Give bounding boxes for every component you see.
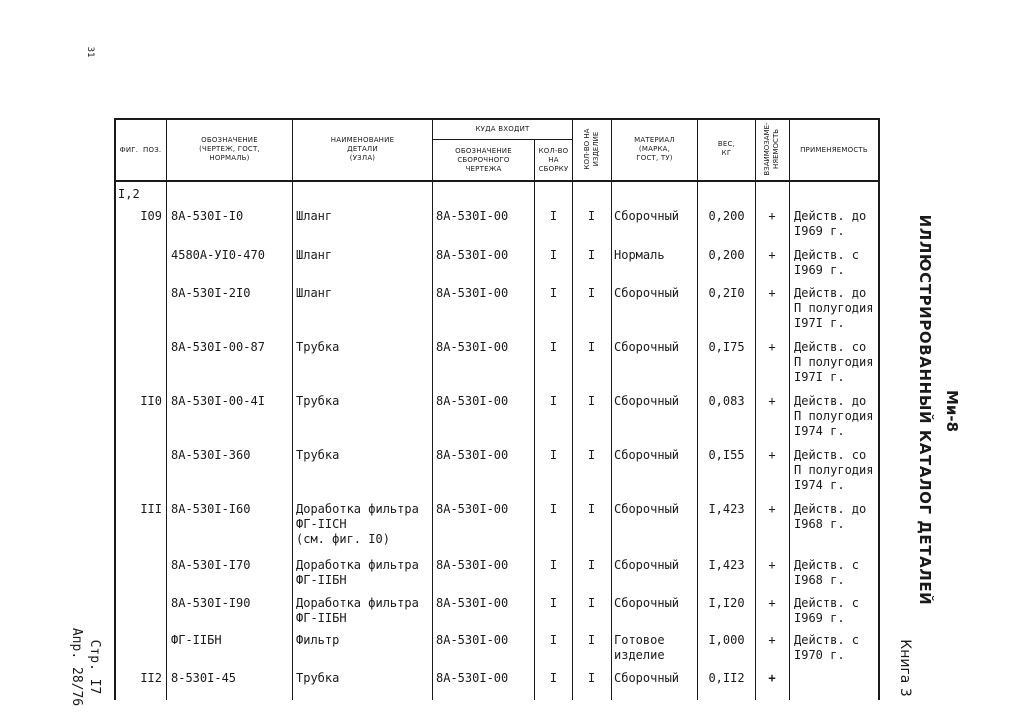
header-fig-pos: ФИГ. ПОЗ. [119, 146, 162, 154]
cell-interchange: + [768, 394, 776, 408]
cell-qty-assembly: I [549, 209, 558, 223]
cell-designation: 8А-530I-I70 [171, 558, 251, 572]
col-divider [789, 118, 790, 700]
cell-qty-assembly: I [549, 596, 558, 610]
cell-interchange: + [768, 448, 776, 462]
col-divider [611, 118, 612, 700]
cell-qty-assembly: I [549, 448, 558, 462]
cell-qty-product: I [587, 633, 596, 647]
cell-name: Трубка [296, 340, 340, 354]
cell-weight: 0,083 [708, 394, 745, 408]
cell-name: Доработка фильтра ФГ-IIСН (см. фиг. I0) [296, 502, 419, 546]
cell-designation: 8А-530I-I60 [171, 502, 251, 516]
cell-material: Сборочный [614, 286, 680, 300]
cell-assembly: 8А-530I-00 [436, 558, 509, 572]
cell-assembly: 8А-530I-00 [436, 340, 509, 354]
cell-weight: 0,200 [708, 248, 745, 262]
cell-interchange: + [768, 671, 776, 685]
cell-name: Шланг [296, 248, 333, 262]
cell-qty-product: I [587, 340, 596, 354]
header-applicability: ПРИМЕНЯЕМОСТЬ [800, 146, 868, 154]
cell-applicability: Действ. до I968 г. [794, 502, 867, 531]
cell-interchange: + [768, 596, 776, 610]
cell-assembly: 8А-530I-00 [436, 248, 509, 262]
table-left-border [114, 118, 116, 700]
cell-material: Сборочный [614, 558, 680, 572]
header-qty-assembly: КОЛ-ВО НА СБОРКУ [538, 147, 569, 173]
cell-qty-assembly: I [549, 340, 558, 354]
cell-name: Доработка фильтра ФГ-IIБН [296, 596, 419, 625]
cell-material: Готовое изделие [614, 633, 665, 662]
page-label: Стр. I7 [87, 639, 102, 695]
cell-applicability: Действ. с I969 г. [794, 248, 860, 277]
where-used-divider [432, 139, 572, 140]
book-label: Книга 3 [897, 639, 913, 697]
table-right-border [878, 118, 880, 700]
cell-interchange: + [768, 286, 776, 300]
cell-assembly: 8А-530I-00 [436, 671, 509, 685]
cell-applicability: Действ. с I970 г. [794, 633, 860, 662]
cell-name: Фильтр [296, 633, 340, 647]
cell-weight: I,I20 [708, 596, 745, 610]
cell-material: Нормаль [614, 248, 665, 262]
cell-name: Доработка фильтра ФГ-IIБН [296, 558, 419, 587]
cell-designation: 8А-530I-I0 [171, 209, 244, 223]
cell-designation: 8А-530I-360 [171, 448, 251, 462]
cell-qty-product: I [587, 671, 596, 685]
cell-name: Трубка [296, 671, 340, 685]
cell-qty-assembly: I [549, 671, 558, 685]
cell-qty-product: I [587, 209, 596, 223]
cell-weight: I,423 [708, 558, 745, 572]
cell-material: Сборочный [614, 502, 680, 516]
cell-qty-product: I [587, 248, 596, 262]
cell-pos: III [140, 502, 162, 516]
cell-assembly: 8А-530I-00 [436, 286, 509, 300]
cell-applicability: Действ. с I968 г. [794, 558, 860, 587]
header-designation: ОБОЗНАЧЕНИЕ (ЧЕРТЕЖ, ГОСТ, НОРМАЛЬ) [199, 136, 260, 162]
cell-qty-product: I [587, 448, 596, 462]
cell-material: Сборочный [614, 448, 680, 462]
cell-applicability: Действ. до П полугодия I974 г. [794, 394, 874, 438]
cell-weight: I,000 [708, 633, 745, 647]
header-qty-product: КОЛ-ВО НА ИЗДЕЛИЕ [583, 128, 600, 170]
cell-interchange: + [768, 558, 776, 572]
cell-material: Сборочный [614, 596, 680, 610]
col-divider [572, 118, 573, 700]
revision-label: Апр. 28/76 [69, 627, 84, 707]
cell-pos: II2 [140, 671, 162, 685]
header-name: НАИМЕНОВАНИЕ ДЕТАЛИ (УЗЛА) [330, 136, 395, 162]
cell-qty-product: I [587, 502, 596, 516]
cell-pos: I09 [140, 209, 162, 223]
cell-designation: 8А-530I-I90 [171, 596, 251, 610]
page-number: 31 [85, 46, 95, 58]
cell-interchange: + [768, 340, 776, 354]
cell-material: Сборочный [614, 671, 680, 685]
cell-assembly: 8А-530I-00 [436, 394, 509, 408]
cell-assembly: 8А-530I-00 [436, 596, 509, 610]
cell-designation: ФГ-IIБН [171, 633, 222, 647]
cell-material: Сборочный [614, 394, 680, 408]
cell-weight: 0,2I0 [708, 286, 745, 300]
cell-designation: 8А-530I-00-4I [171, 394, 265, 408]
cell-material: Сборочный [614, 340, 680, 354]
cell-applicability: Действ. со П полугодия I974 г. [794, 448, 874, 492]
cell-assembly: 8А-530I-00 [436, 502, 509, 516]
cell-designation: 8А-530I-2I0 [171, 286, 251, 300]
cell-assembly: 8А-530I-00 [436, 209, 509, 223]
cell-qty-product: I [587, 558, 596, 572]
col-divider [755, 118, 756, 700]
cell-qty-product: I [587, 596, 596, 610]
cell-designation: 8А-530I-00-87 [171, 340, 265, 354]
header-assembly-designation: ОБОЗНАЧЕНИЕ СБОРОЧНОГО ЧЕРТЕЖА [455, 147, 512, 173]
cell-qty-assembly: I [549, 633, 558, 647]
cell-weight: 0,I75 [708, 340, 745, 354]
cell-name: Шланг [296, 209, 333, 223]
header-weight: ВЕС, КГ [717, 140, 736, 157]
cell-qty-assembly: I [549, 558, 558, 572]
cell-weight: 0,200 [708, 209, 745, 223]
cell-interchange: + [768, 248, 776, 262]
cell-name: Шланг [296, 286, 333, 300]
cell-name: Трубка [296, 394, 340, 408]
cell-assembly: 8А-530I-00 [436, 448, 509, 462]
cell-assembly: 8А-530I-00 [436, 633, 509, 647]
cell-applicability: Действ. со П полугодия I97I г. [794, 340, 874, 384]
cell-material: Сборочный [614, 209, 680, 223]
catalog-title: ИЛЛЮСТРИРОВАННЫЙ КАТАЛОГ ДЕТАЛЕЙ [916, 214, 934, 606]
aircraft-model: Ми-8 [943, 389, 961, 433]
col-divider [292, 118, 293, 700]
header-interchangeability: ВЗАИМОЗАМЕ- НЯЕМОСТЬ [763, 122, 780, 176]
col-divider [166, 118, 167, 700]
header-where-used: КУДА ВХОДИТ [475, 125, 530, 133]
cell-applicability: Действ. до I969 г. [794, 209, 867, 238]
cell-designation: 4580А-УI0-470 [171, 248, 265, 262]
cell-interchange: + [768, 633, 776, 647]
col-divider [697, 118, 698, 700]
cell-weight: 0,I55 [708, 448, 745, 462]
cell-designation: 8-530I-45 [171, 671, 237, 685]
cell-applicability: Действ. до П полугодия I97I г. [794, 286, 874, 330]
cell-qty-assembly: I [549, 502, 558, 516]
cell-qty-assembly: I [549, 248, 558, 262]
col-divider [432, 118, 433, 700]
cell-pos: II0 [140, 394, 162, 408]
cell-name: Трубка [296, 448, 340, 462]
figure-label: I,2 [118, 187, 140, 201]
header-material: МАТЕРИАЛ (МАРКА, ГОСТ, ТУ) [634, 136, 675, 162]
cell-qty-assembly: I [549, 286, 558, 300]
cell-qty-product: I [587, 286, 596, 300]
cell-interchange: + [768, 209, 776, 223]
cell-qty-product: I [587, 394, 596, 408]
cell-weight: I,423 [708, 502, 745, 516]
cell-applicability: Действ. с I969 г. [794, 596, 860, 625]
cell-qty-assembly: I [549, 394, 558, 408]
cell-weight: 0,II2 [708, 671, 745, 685]
cell-interchange: + [768, 502, 776, 516]
